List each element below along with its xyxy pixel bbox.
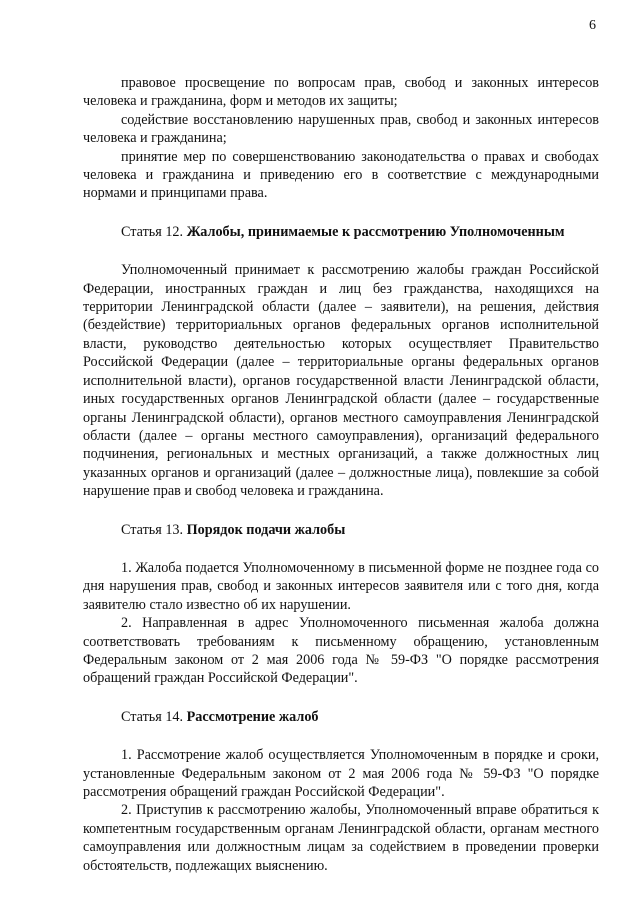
page-number: 6 xyxy=(589,18,596,33)
article-12-prefix: Статья 12. xyxy=(121,223,184,240)
article-14-paragraph: 2. Приступив к рассмотрению жалобы, Уполномоченный вправе обратиться к компетентным государственным органам Ленинградской области, органам местного самоуправления или должностным лицам за содействием в проведении проверки обстоятельств, подлежащих выяснению. xyxy=(83,802,599,874)
intro-paragraph: принятие мер по совершенствованию законодательства о правах и свободах человека и гражданина и приведению его в соответствие с международными нормами и принципами права. xyxy=(83,148,599,202)
article-12-paragraph: Уполномоченный принимает к рассмотрению жалобы граждан Российской Федерации, иностранных граждан и лиц без гражданства, находящихся на территории Ленинградской области (далее – заявители), на решения, действия (бездействие) территориальных органов федеральных органов исполнительной власти, руководство деятельностью которых осуществляет Правительство Российской Федерации (далее – территориальные органы федеральных органов исполнительной власти), органов государственной власти Ленинградской области, иных государственных органов Ленинградской области (далее – государственные органы Ленинградской области), органов местного самоуправления Ленинградской области (далее – органы местного самоуправления), организаций федерального подчинения, региональных и местных организаций, а также должностных лиц указанных органов и организаций (далее – должностные лица), повлекшие за собой нарушение прав и свобод человека и гражданина. xyxy=(83,262,599,500)
intro-paragraph: содействие восстановлению нарушенных прав, свобод и законных интересов человека и гражданина; xyxy=(83,111,599,147)
article-13-title: Порядок подачи жалобы xyxy=(186,521,346,538)
article-12-title: Жалобы, принимаемые к рассмотрению Уполномоченным xyxy=(186,223,565,240)
document-body xyxy=(83,74,599,875)
article-13-paragraph: 2. Направленная в адрес Уполномоченного письменная жалоба должна соответствовать требованиям к письменному обращению, установленным Федеральным законом от 2 мая 2006 года № 59-ФЗ "О порядке рассмотрения обращений граждан Российской Федерации". xyxy=(83,615,599,687)
article-13-prefix: Статья 13. xyxy=(121,521,184,538)
article-14-paragraph: 1. Рассмотрение жалоб осуществляется Уполномоченным в порядке и сроки, установленные Федеральным законом от 2 мая 2006 года № 59-ФЗ "О порядке рассмотрения обращений граждан Российской Федерации". xyxy=(83,747,599,800)
article-14-heading xyxy=(83,708,599,726)
article-14-prefix: Статья 14. xyxy=(121,708,184,725)
intro-paragraph: правовое просвещение по вопросам прав, свобод и законных интересов человека и гражданина, форм и методов их защиты; xyxy=(83,75,599,110)
article-13-heading xyxy=(83,521,599,539)
article-13-paragraph: 1. Жалоба подается Уполномоченному в письменной форме не позднее года со дня нарушения прав, свобод и законных интересов заявителя или с того дня, когда заявителю стало известно об их нарушении. xyxy=(83,559,599,613)
article-14-title: Рассмотрение жалоб xyxy=(186,708,319,725)
article-12-heading xyxy=(83,223,599,241)
